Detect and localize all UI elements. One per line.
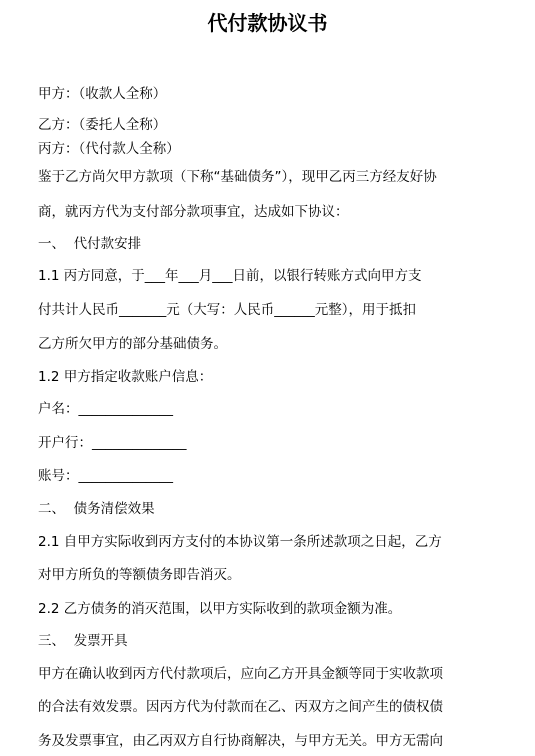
preamble-line-1: 鉴于乙方尚欠甲方款项（下称“基础债务”），现甲乙丙三方经友好协 bbox=[38, 169, 437, 185]
clause-2-1-line-1: 2.1 自甲方实际收到丙方支付的本协议第一条所述款项之日起，乙方 bbox=[38, 534, 442, 550]
bank-name-line: 开户行：______________ bbox=[38, 435, 187, 451]
section-2-heading: 二、 债务清偿效果 bbox=[38, 501, 155, 517]
party-c-line: 丙方：（代付款人全称） bbox=[38, 141, 180, 157]
section-3-line-2: 的合法有效发票。因丙方代为付款而在乙、丙双方之间产生的债权债 bbox=[38, 699, 443, 715]
account-name-line: 户名：______________ bbox=[38, 401, 173, 417]
clause-1-1-line-2: 付共计人民币_______元（大写：人民币______元整），用于抵扣 bbox=[38, 302, 416, 318]
account-number-line: 账号：______________ bbox=[38, 468, 173, 484]
section-1-heading: 一、 代付款安排 bbox=[38, 236, 142, 252]
document-title: 代付款协议书 bbox=[207, 11, 328, 35]
section-3-line-1: 甲方在确认收到丙方代付款项后，应向乙方开具金额等同于实收款项 bbox=[38, 666, 443, 682]
clause-1-2-heading: 1.2 甲方指定收款账户信息： bbox=[38, 369, 213, 385]
clause-2-1-line-2: 对甲方所负的等额债务即告消灭。 bbox=[38, 567, 241, 583]
party-b-line: 乙方：（委托人全称） bbox=[38, 117, 167, 133]
party-a-line: 甲方：（收款人全称） bbox=[38, 86, 167, 102]
clause-1-1-line-3: 乙方所欠甲方的部分基础债务。 bbox=[38, 336, 227, 352]
clause-2-2-line: 2.2 乙方债务的消灭范围，以甲方实际收到的款项金额为准。 bbox=[38, 601, 402, 617]
clause-1-1-line-1: 1.1 丙方同意，于___年___月___日前，以银行转账方式向甲方支 bbox=[38, 268, 422, 284]
section-3-line-3: 务及发票事宜，由乙丙双方自行协商解决，与甲方无关。甲方无需向 bbox=[38, 733, 443, 749]
section-3-heading: 三、 发票开具 bbox=[38, 633, 128, 649]
preamble-line-2: 商，就丙方代为支付部分款项事宜，达成如下协议： bbox=[38, 204, 349, 220]
